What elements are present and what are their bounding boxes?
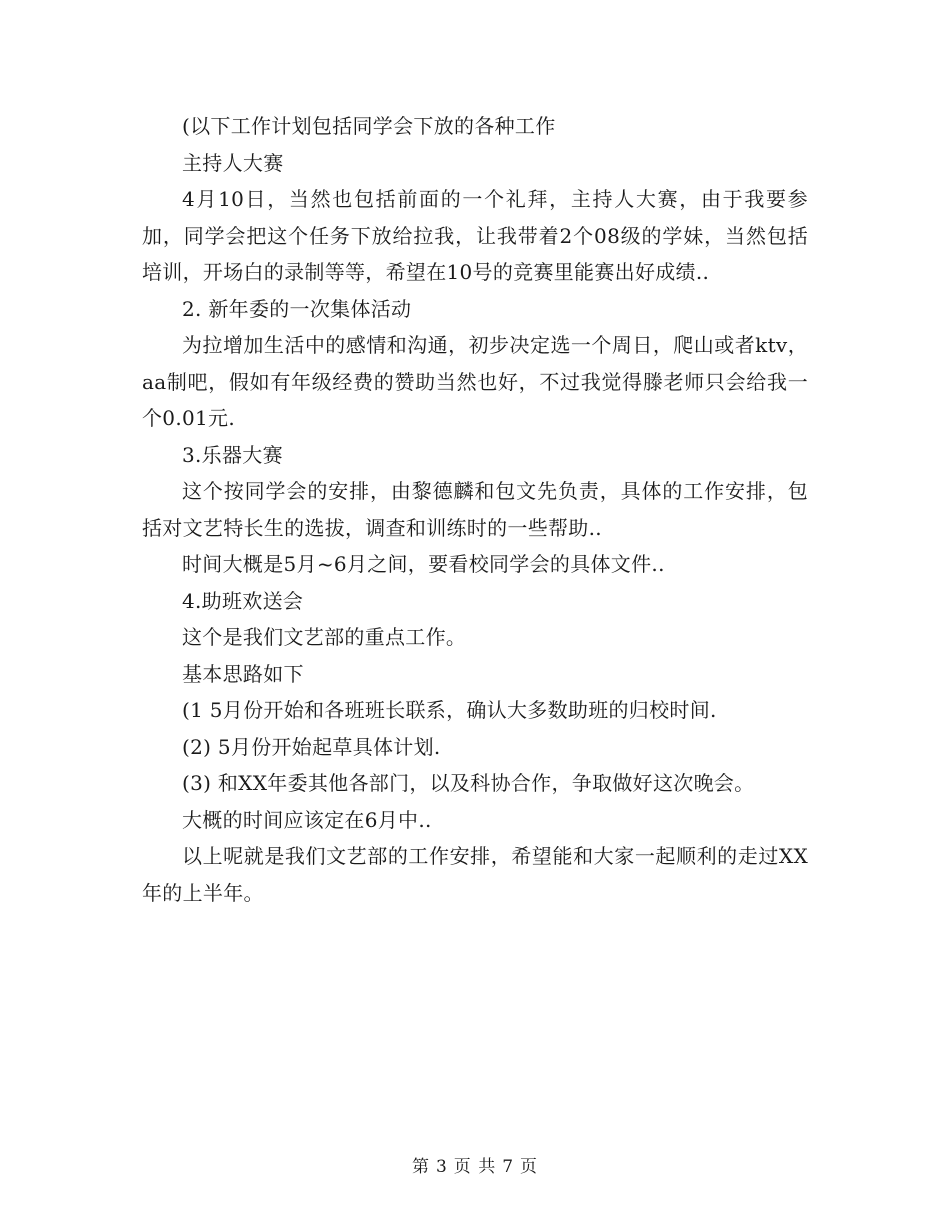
paragraph-step-2: (2) 5月份开始起草具体计划. bbox=[182, 734, 441, 759]
paragraph-heading-instrument-contest: 3.乐器大赛 bbox=[182, 442, 283, 467]
paragraph-instrument-contest-detail: 这个按同学会的安排，由黎德麟和包文先负责，具体的工作安排，包括对文艺特长生的选拔，调查和训练时的一些帮助.. bbox=[142, 479, 808, 540]
paragraph-host-contest-detail: 4月10日，当然也包括前面的一个礼拜，主持人大赛，由于我要参加，同学会把这个任务下放给拉我，让我带着2个08级的学妹，当然包括培训，开场白的录制等等，希望在10号的竞赛里能赛出好成绩.. bbox=[142, 187, 808, 284]
paragraph-farewell-time: 大概的时间应该定在6月中.. bbox=[182, 807, 432, 832]
footer-suffix: 页 bbox=[520, 1157, 539, 1177]
paragraph-instrument-contest-time: 时间大概是5月~6月之间，要看校同学会的具体文件.. bbox=[182, 552, 665, 576]
paragraph-heading-host-contest: 主持人大赛 bbox=[182, 150, 284, 175]
footer-prefix: 第 bbox=[411, 1157, 430, 1177]
paragraph-basic-ideas: 基本思路如下 bbox=[182, 661, 304, 686]
paragraph-heading-group-activity: 2. 新年委的一次集体活动 bbox=[182, 296, 412, 321]
paragraph-intro: (以下工作计划包括同学会下放的各种工作 bbox=[182, 114, 556, 138]
paragraph-group-activity-detail: 为拉增加生活中的感情和沟通，初步决定选一个周日，爬山或者ktv，aa制吧，假如有年级经费的赞助当然也好，不过我觉得滕老师只会给我一个0.01元. bbox=[142, 333, 808, 430]
paragraph-step-1: (1 5月份开始和各班班长联系，确认大多数助班的归校时间. bbox=[182, 698, 717, 722]
paragraph-conclusion: 以上呢就是我们文艺部的工作安排，希望能和大家一起顺利的走过XX年的上半年。 bbox=[142, 844, 808, 905]
footer-total-pages: 7 bbox=[502, 1157, 515, 1177]
paragraph-heading-farewell-party: 4.助班欢送会 bbox=[182, 588, 304, 613]
paragraph-farewell-party-key: 这个是我们文艺部的重点工作。 bbox=[182, 625, 467, 649]
footer-current-page: 3 bbox=[435, 1157, 448, 1177]
paragraph-step-3: (3) 和XX年委其他各部门，以及科协合作，争取做好这次晚会。 bbox=[182, 771, 755, 795]
page-footer bbox=[0, 1152, 950, 1177]
document-body bbox=[142, 108, 808, 911]
footer-middle: 页 共 bbox=[453, 1157, 497, 1177]
